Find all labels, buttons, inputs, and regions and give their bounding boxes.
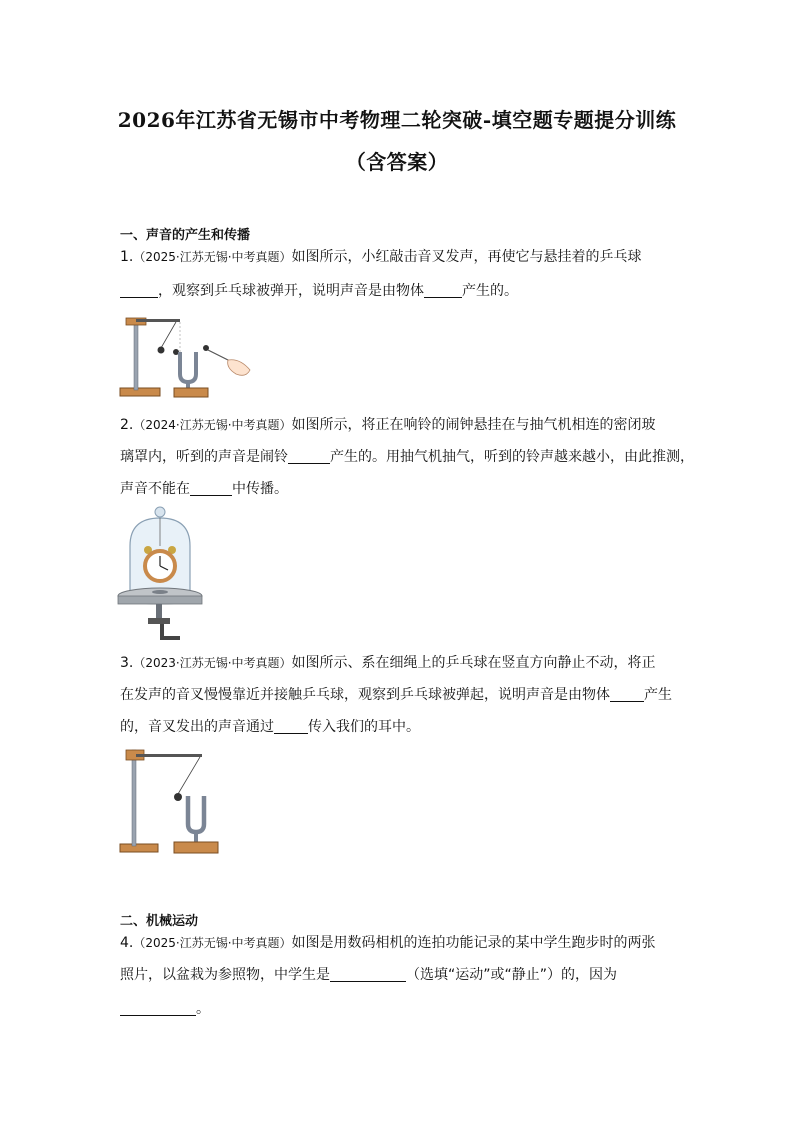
stand-rod [132, 750, 136, 846]
hand-icon [228, 360, 250, 376]
question-2-line-3 [120, 480, 680, 498]
horizontal-arm [136, 319, 180, 322]
question-2-line-2 [120, 448, 694, 466]
question-4-line-3 [120, 1000, 680, 1018]
question-text: ，观察到乒乓球被弹开，说明声音是由物体 [158, 283, 424, 299]
horizontal-arm [136, 754, 202, 757]
section-heading-motion: 二、机械运动 [120, 914, 199, 929]
question-source: （2023·江苏无锡·中考真题） [133, 656, 292, 670]
answer-blank[interactable] [424, 283, 462, 298]
question-source: （2025·江苏无锡·中考真题） [133, 936, 292, 950]
valve [148, 618, 170, 624]
question-4-line-1 [120, 934, 680, 952]
section-heading-sound: 一、声音的产生和传播 [120, 228, 251, 243]
question-3-line-2 [120, 686, 680, 704]
stand-base [120, 388, 160, 396]
jar-knob [155, 507, 165, 517]
question-text: 如图是用数码相机的连拍功能记录的某中学生跑步时的两张 [291, 935, 656, 951]
question-number: 4. [120, 935, 134, 951]
page-title: 2026年江苏省无锡市中考物理二轮突破-填空题专题提分训练 [117, 108, 677, 132]
ping-pong-ball [174, 793, 182, 801]
answer-blank[interactable] [120, 1001, 196, 1016]
tuning-fork-stem [194, 832, 198, 842]
question-3-line-3 [120, 718, 680, 736]
tuning-fork [188, 796, 204, 832]
question-number: 1. [120, 249, 134, 265]
string [161, 322, 176, 348]
vent-hole [152, 590, 168, 594]
question-text: 如图所示、系在细绳上的乒乓球在竖直方向静止不动，将正 [291, 655, 656, 671]
question-text: 产生 [644, 687, 672, 703]
question-text: 产生的。 [462, 283, 518, 299]
question-4-line-2 [120, 966, 680, 984]
answer-blank[interactable] [120, 283, 158, 298]
fork-base [174, 842, 218, 853]
figure-tuning-fork-suspended-ball [118, 744, 228, 864]
question-number: 2. [120, 417, 134, 433]
question-2-line-1 [120, 416, 680, 434]
question-number: 3. [120, 655, 134, 671]
question-text: 声音不能在 [120, 481, 190, 497]
question-text: 中传播。 [232, 481, 288, 497]
page-subtitle: （含答案） [345, 150, 449, 174]
question-3-line-1 [120, 654, 680, 672]
figure-tuning-fork-ping-pong [118, 312, 258, 402]
answer-blank[interactable] [190, 481, 232, 496]
figure-bell-jar [116, 506, 206, 644]
tuning-fork [180, 352, 196, 382]
question-source: （2025·江苏无锡·中考真题） [133, 250, 292, 264]
question-text: 。 [196, 1001, 210, 1017]
base-plate-rim [118, 596, 202, 604]
question-1-line-2 [120, 282, 680, 300]
stand-base [120, 844, 158, 852]
question-text: 璃罩内，听到的声音是闹铃 [120, 449, 288, 465]
question-text: 在发声的音叉慢慢靠近并接触乒乓球，观察到乒乓球被弹起，说明声音是由物体 [120, 687, 610, 703]
question-text: 传入我们的耳中。 [308, 719, 420, 735]
answer-blank[interactable] [610, 687, 644, 702]
question-text: 如图所示，将正在响铃的闹钟悬挂在与抽气机相连的密闭玻 [291, 417, 656, 433]
string [178, 757, 200, 794]
ping-pong-ball [158, 347, 165, 354]
answer-blank[interactable] [330, 967, 406, 982]
question-1-line-1 [120, 248, 680, 266]
air-pipe [156, 604, 162, 620]
question-text: 产生的。用抽气机抽气，听到的铃声越来越小，由此推测， [330, 449, 694, 465]
answer-blank[interactable] [288, 449, 330, 464]
answer-blank[interactable] [274, 719, 308, 734]
fork-base [174, 388, 208, 397]
question-text: 照片，以盆栽为参照物，中学生是 [120, 967, 330, 983]
stand-rod [134, 320, 138, 390]
question-text: 的，音叉发出的声音通过 [120, 719, 274, 735]
pipe-outlet [162, 624, 180, 638]
question-text: 如图所示，小红敲击音叉发声，再使它与悬挂着的乒乓球 [291, 249, 642, 265]
question-text: （选填“运动”或“静止”）的，因为 [406, 967, 618, 983]
question-source: （2024·江苏无锡·中考真题） [133, 418, 292, 432]
